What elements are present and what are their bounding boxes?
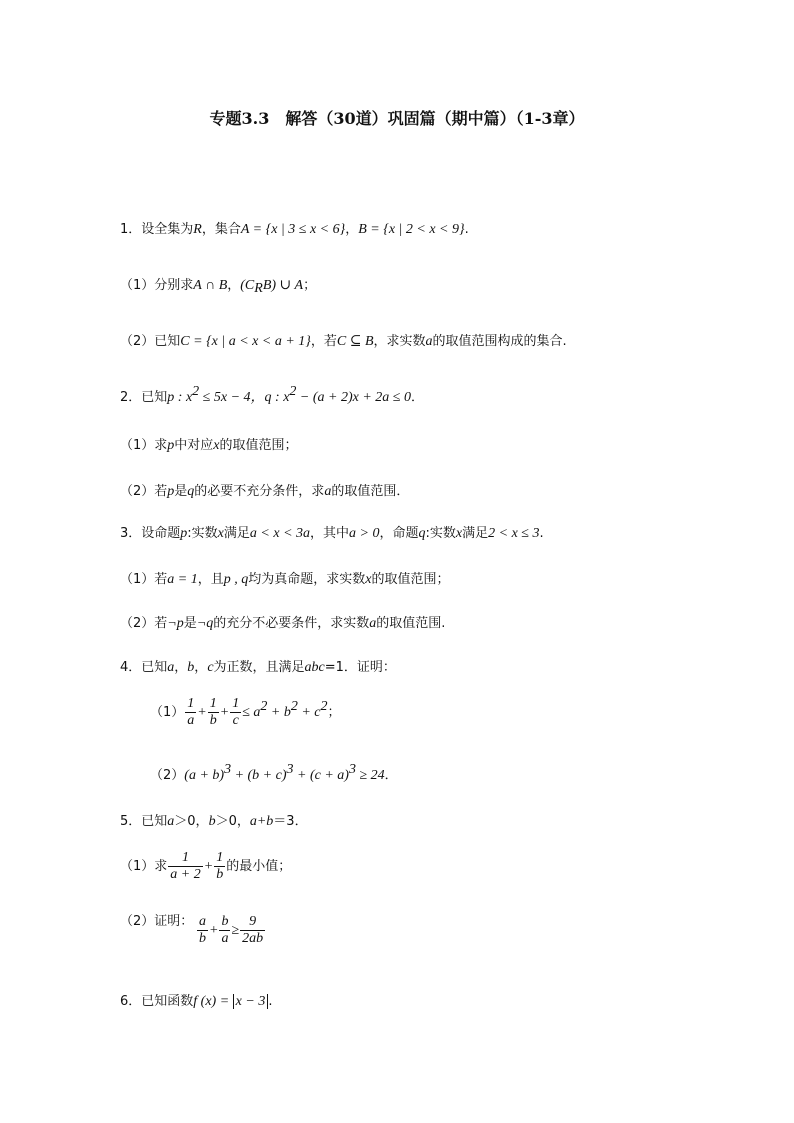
q3-x1: x (217, 526, 224, 541)
q5-frac-4-num: b (221, 914, 229, 929)
q5-c2: ＞0， (215, 814, 250, 829)
question-1-stem: 1．设全集为R，集合A = {x | 3 ≤ x < 6}，B = {x | 2 < x < 9}. (120, 222, 469, 237)
question-1-part-2 (120, 330, 567, 350)
q3-t4: ，命题 (379, 526, 419, 541)
q1-p1-expr2: (C (240, 278, 255, 293)
q1-end: . (464, 222, 469, 237)
q5-stem1: 5．已知 (120, 814, 168, 829)
page-title: 专题3.3 解答（30道）巩固篇（期中篇）（1-3章） (209, 109, 585, 128)
q4-b: b (187, 660, 195, 675)
q5-a: a (167, 814, 175, 829)
q2-p-rest: ≤ 5x − 4， (199, 390, 265, 405)
q4-sq-1: 2 (260, 699, 268, 714)
q1-p1-expr1: A ∩ B (193, 278, 228, 293)
q2-p1-end: 的取值范围； (219, 438, 298, 453)
q3-p2-label: （2）若 (120, 616, 168, 631)
question-3-stem (120, 522, 544, 542)
q2-stem-text: 2．已知 (120, 390, 168, 405)
q4-p1-rest2: + b (267, 705, 291, 720)
q5-plus: + (203, 859, 214, 874)
q4-cube-2: 3 (286, 762, 294, 777)
q5-frac-3-den: b (199, 931, 206, 946)
q4-p1-label: （1） (150, 705, 185, 720)
q5-p1-end: 的最小值； (226, 859, 292, 874)
q1-p1-sub: R (254, 281, 263, 296)
q3-p1-a: a = 1 (167, 572, 198, 587)
q4-stem2: 为正数，且满足 (213, 660, 305, 675)
q2-p-sup: 2 (192, 384, 200, 399)
q4-p1-rest1: ≤ a (242, 705, 261, 720)
q4-p2-rest: ≥ 24 (355, 768, 385, 783)
q3-stem-text: 3．设命题 (120, 526, 181, 541)
q5-c1: ＞0， (174, 814, 209, 829)
q5-frac-2 (214, 850, 225, 883)
q4-sep1: ， (174, 660, 188, 675)
q1-p2-a: a (425, 334, 433, 349)
q2-p2-q: q (187, 484, 195, 499)
q4-sq-2: 2 (290, 699, 298, 714)
q3-p2-a: a (369, 616, 377, 631)
q3-p1-label: （1）若 (120, 572, 168, 587)
question-2-part-2 (120, 480, 409, 500)
q4-p1-rest3: + c (297, 705, 321, 720)
q1-p2-end: 的取值范围构成的集合. (432, 334, 567, 349)
q5-frac-3-num: a (199, 914, 206, 929)
q1-p1-expr3: B) ∪ A (262, 278, 304, 293)
question-4-part-1 (150, 696, 341, 729)
q3-p1-text: 均为真命题，求实数 (248, 572, 366, 587)
q4-sq-3: 2 (320, 699, 328, 714)
q5-frac-5-num: 9 (249, 914, 257, 929)
question-2-part-1 (120, 434, 298, 454)
q4-frac-2-num: 1 (209, 696, 217, 711)
q4-frac-3-den: c (230, 712, 241, 729)
q4-p2-t1: (a + b) (184, 768, 225, 783)
question-4-stem (120, 656, 396, 676)
q3-p: p (180, 526, 188, 541)
q3-p1-end: 的取值范围； (371, 572, 450, 587)
q6-end: . (268, 994, 273, 1009)
q3-cond3: 2 < x ≤ 3 (488, 526, 540, 541)
q4-plus-2: + (219, 705, 230, 720)
q2-q-sup: 2 (289, 384, 297, 399)
q2-p1-label: （1）求 (120, 438, 168, 453)
q4-stem1: 4．已知 (120, 660, 168, 675)
q3-x2: x (455, 526, 463, 541)
q2-p1-mid: 中对应 (174, 438, 214, 453)
question-5-part-2-label (120, 910, 193, 929)
q5-frac-3 (197, 914, 208, 947)
q5-frac-5 (240, 914, 265, 947)
q3-t3: ，其中 (310, 526, 350, 541)
q1-p2-set-c: C = {x | a < x < a + 1} (180, 334, 311, 349)
q1-p2-text: ，求实数 (373, 334, 426, 349)
question-5-part-2-expr (196, 914, 266, 947)
q3-p1-pq: p , q (223, 572, 249, 587)
q4-p2-t3: + (c + a) (293, 768, 349, 783)
q4-frac-1-den: a (187, 713, 195, 728)
q5-p2-label: （2）证明： (120, 914, 194, 929)
q3-p2-nq: ¬q (196, 616, 214, 631)
q4-p2-label: （2） (150, 768, 185, 783)
q1-p2-label: （2）已知 (120, 334, 181, 349)
q4-sep2: ， (194, 660, 208, 675)
q3-p1-mid: ，且 (197, 572, 224, 587)
q4-frac-3 (230, 696, 241, 729)
q6-stem: 6．已知函数 (120, 994, 194, 1009)
q6-abs: x − 3 (233, 994, 269, 1009)
q5-b: b (208, 814, 216, 829)
q4-abc: abc (304, 660, 325, 675)
question-3-part-2 (120, 612, 445, 632)
q3-p2-end: 的取值范围. (376, 616, 446, 631)
q4-a: a (167, 660, 175, 675)
q3-t6: 满足 (462, 526, 489, 541)
q2-p2-mid: 是 (174, 484, 188, 499)
question-1-part-1: （1）分别求A ∩ B，(CRB) ∪ A； (120, 278, 317, 296)
q4-cube-3: 3 (348, 762, 356, 777)
q2-p2-end: 的取值范围． (331, 484, 410, 499)
q5-frac-4 (219, 914, 230, 947)
question-5-part-1 (120, 850, 291, 883)
q4-p2-end: ． (384, 768, 398, 783)
q3-cond2: a > 0 (349, 526, 380, 541)
q1-stem-text: 1．设全集为 (120, 222, 194, 237)
q1-p2-mid: ，若 (310, 334, 337, 349)
q5-p1-label: （1）求 (120, 859, 168, 874)
q3-cond1: a < x < 3a (249, 526, 311, 541)
q4-stem3: =1．证明： (324, 660, 396, 675)
q4-frac-1-num: 1 (187, 696, 195, 711)
q3-p1-x: x (365, 572, 372, 587)
question-6-stem (120, 990, 272, 1010)
q2-end: ． (411, 390, 425, 405)
q5-frac-1-den: a + 2 (170, 867, 201, 882)
q4-cube-1: 3 (224, 762, 232, 777)
q2-p-expr: p : x (167, 390, 193, 405)
q4-frac-3-num: 1 (232, 696, 240, 711)
q2-p1-p: p (167, 438, 175, 453)
q1-p1-label: （1）分别求 (120, 278, 194, 293)
q5-sum: a+b (249, 814, 274, 829)
q3-p2-text: 的充分不必要条件，求实数 (213, 616, 370, 631)
q5-ge: ≥ (231, 923, 240, 938)
q2-p2-label: （2）若 (120, 484, 168, 499)
q5-plus-2: + (209, 923, 219, 938)
q3-t1: :实数 (187, 526, 218, 541)
q6-fx: f (x) = (193, 994, 233, 1009)
q5-c3: ＝3． (273, 814, 308, 829)
q1-set-r: R (193, 222, 202, 237)
q1-set-b: B = {x | 2 < x < 9} (358, 222, 465, 237)
q2-p2-p: p (167, 484, 175, 499)
q2-q-rest: − (a + 2)x + 2a ≤ 0 (296, 390, 411, 405)
q5-frac-2-den: b (216, 867, 224, 882)
q3-p2-mid: 是 (183, 616, 197, 631)
q3-end: . (539, 526, 544, 541)
q4-c: c (207, 660, 214, 675)
q4-frac-1 (185, 696, 196, 729)
q4-p2-t2: + (b + c) (231, 768, 287, 783)
q5-frac-5-den: 2ab (242, 931, 264, 946)
q4-plus-1: + (197, 705, 207, 720)
q5-frac-2-num: 1 (216, 850, 224, 865)
q4-frac-2 (208, 696, 219, 729)
q2-p2-a: a (324, 484, 332, 499)
q3-p2-np: ¬p (167, 616, 184, 631)
q1-set-a: A = {x | 3 ≤ x < 6} (240, 222, 346, 237)
q4-p1-end: ； (327, 705, 341, 720)
q3-t2: 满足 (223, 526, 250, 541)
q2-p1-x: x (213, 438, 220, 453)
q5-frac-1-num: 1 (182, 850, 189, 865)
question-5-stem (120, 810, 308, 830)
q1-p2-subset: C ⊆ B (336, 334, 374, 349)
question-3-part-1 (120, 568, 450, 588)
q1-p1-end: ； (303, 278, 317, 293)
q3-t5: :实数 (425, 526, 456, 541)
q4-frac-2-den: b (209, 713, 217, 728)
question-2-stem (120, 384, 424, 406)
q5-frac-4-den: a (221, 931, 229, 946)
q3-q: q (418, 526, 426, 541)
q2-q-expr: q : x (264, 390, 290, 405)
question-4-part-2 (150, 762, 398, 784)
q2-p2-text: 的必要不充分条件，求 (194, 484, 325, 499)
q1-mid-text: ，集合 (201, 222, 241, 237)
q5-frac-1 (168, 850, 202, 883)
